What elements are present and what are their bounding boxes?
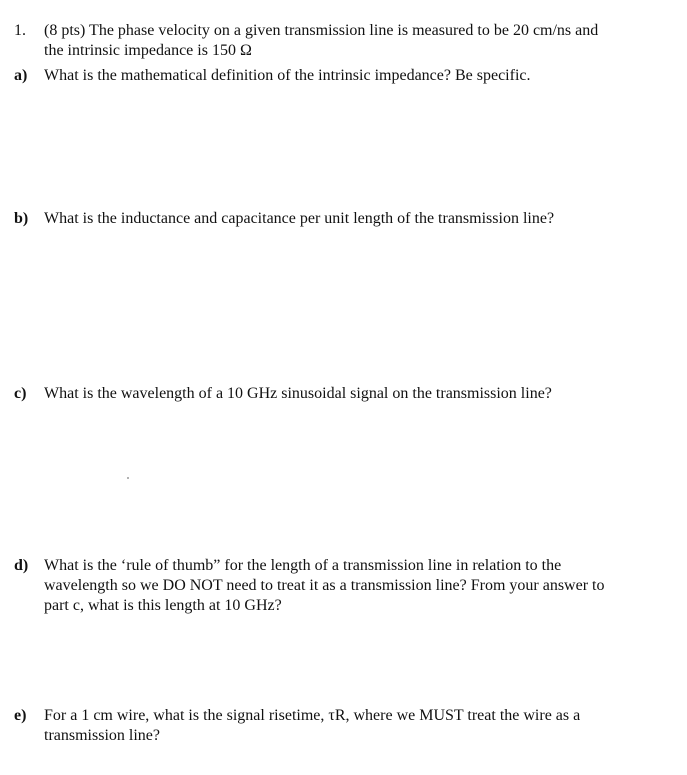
question-line bbox=[14, 21, 678, 41]
question-text: the intrinsic impedance is 150 Ω bbox=[44, 42, 252, 59]
part-d bbox=[14, 556, 678, 616]
question-1 bbox=[14, 21, 678, 61]
part-line bbox=[14, 384, 678, 404]
part-b bbox=[14, 209, 678, 229]
part-c bbox=[14, 384, 678, 404]
part-text: What is the inductance and capacitance per unit length of the transmission line? bbox=[44, 210, 555, 227]
part-text: What is the wavelength of a 10 GHz sinusoidal signal on the transmission line? bbox=[44, 385, 552, 402]
part-text: What is the ‘rule of thumb” for the length of a transmission line in relation to the bbox=[44, 557, 562, 574]
part-text: For a 1 cm wire, what is the signal risetime, τR, where we MUST treat the wire as a bbox=[44, 707, 581, 724]
part-label: b) bbox=[14, 210, 29, 227]
part-line bbox=[14, 209, 678, 229]
part-label: c) bbox=[14, 385, 27, 402]
part-text: What is the mathematical definition of the intrinsic impedance? Be specific. bbox=[44, 67, 531, 84]
part-line bbox=[14, 596, 678, 616]
part-label: a) bbox=[14, 67, 28, 84]
part-text: part c, what is this length at 10 GHz? bbox=[44, 597, 282, 614]
part-line bbox=[14, 556, 678, 576]
part-text: transmission line? bbox=[44, 727, 160, 744]
part-label: d) bbox=[14, 557, 29, 574]
part-e bbox=[14, 706, 678, 746]
part-text: wavelength so we DO NOT need to treat it as a transmission line? From your answer to bbox=[44, 577, 605, 594]
scan-speck bbox=[127, 477, 129, 479]
part-a bbox=[14, 66, 678, 86]
part-line bbox=[14, 726, 678, 746]
part-line bbox=[14, 576, 678, 596]
part-line bbox=[14, 66, 678, 86]
question-number: 1. bbox=[14, 22, 26, 39]
part-line bbox=[14, 706, 678, 726]
question-text: (8 pts) The phase velocity on a given transmission line is measured to be 20 cm/ns and bbox=[44, 22, 599, 39]
question-line bbox=[14, 41, 678, 61]
part-label: e) bbox=[14, 707, 27, 724]
